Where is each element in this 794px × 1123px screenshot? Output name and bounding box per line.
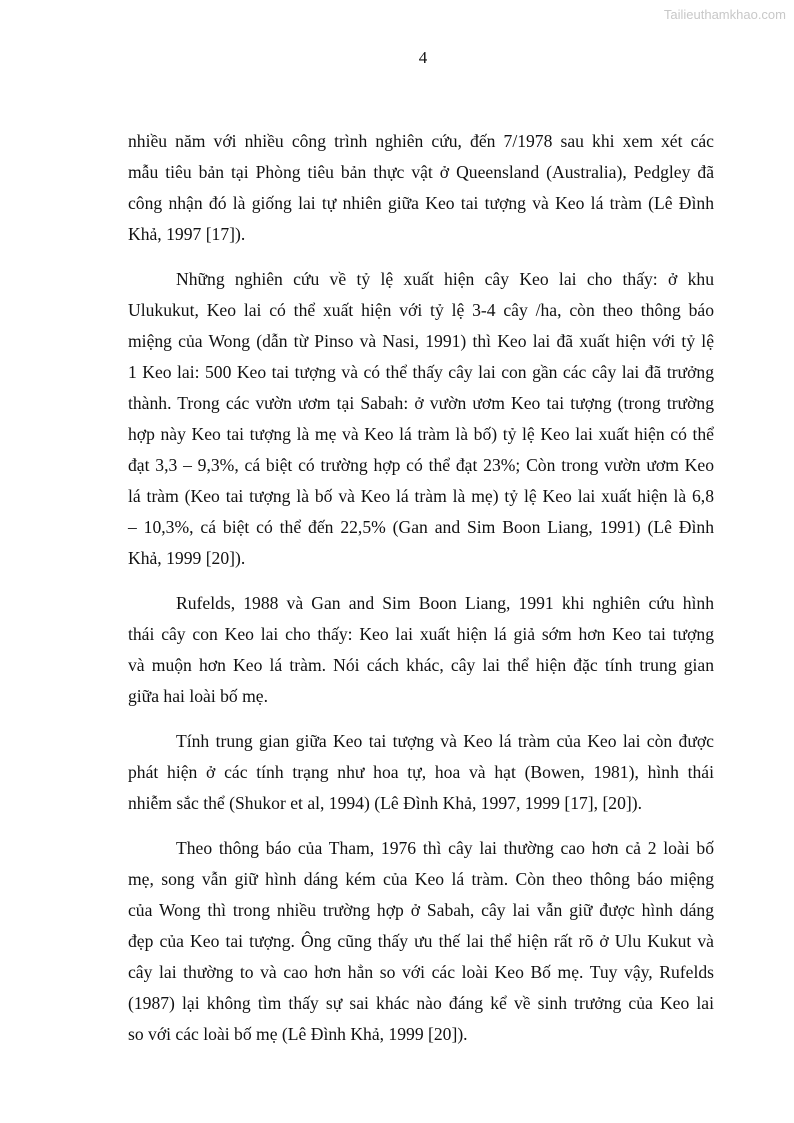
text-line: Theo thông báo của Tham, 1976 thì cây lai thường cao hơn cả 2 loài bố [176, 838, 714, 858]
text-line: miệng của Wong (dẫn từ Pinso và Nasi, 1991) thì Keo lai đã xuất hiện với tỷ lệ [128, 331, 714, 351]
text-line: so với các loài bố mẹ (Lê Đình Khả, 1999 [20]). [128, 1024, 468, 1044]
page-number: 4 [418, 48, 428, 67]
text-line: (1987) lại không tìm thấy sự sai khác nào đáng kể về sinh trưởng của Keo lai [128, 993, 714, 1013]
paragraph [128, 726, 714, 819]
text-line: giữa hai loài bố mẹ. [128, 686, 268, 706]
text-line: mẹ, song vẫn giữ hình dáng kém của Keo lá tràm. Còn theo thông báo miệng [128, 869, 714, 889]
text-line: – 10,3%, cá biệt có thể đến 22,5% (Gan and Sim Boon Liang, 1991) (Lê Đình [128, 517, 714, 537]
text-line: mẫu tiêu bản tại Phòng tiêu bản thực vật ở Queensland (Australia), Pedgley đã [128, 162, 714, 182]
text-line: công nhận đó là giống lai tự nhiên giữa Keo tai tượng và Keo lá tràm (Lê Đình [128, 193, 714, 213]
text-line: lá tràm (Keo tai tượng là bố và Keo lá tràm là mẹ) tỷ lệ Keo lai xuất hiện là 6,8 [128, 486, 714, 506]
text-line: đạt 3,3 – 9,3%, cá biệt có trường hợp có thể đạt 23%; Còn trong vườn ươm Keo [128, 455, 714, 475]
text-line: nhiễm sắc thể (Shukor et al, 1994) (Lê Đình Khả, 1997, 1999 [17], [20]). [128, 793, 643, 813]
text-line: và muộn hơn Keo lá tràm. Nói cách khác, cây lai thể hiện đặc tính trung gian [128, 655, 714, 675]
text-line: Khả, 1997 [17]). [128, 224, 246, 244]
text-line: đẹp của Keo tai tượng. Ông cũng thấy ưu thế lai thể hiện rất rõ ở Ulu Kukut và [128, 931, 714, 951]
text-line: hợp này Keo tai tượng là mẹ và Keo lá tràm là bố) tỷ lệ Keo lai xuất hiện có thể [128, 424, 714, 444]
text-line: Những nghiên cứu về tỷ lệ xuất hiện cây Keo lai cho thấy: ở khu [176, 269, 714, 289]
text-line: thành. Trong các vườn ươm tại Sabah: ở vườn ươm Keo tai tượng (trong trường [128, 393, 714, 413]
text-line: nhiều năm với nhiều công trình nghiên cứu, đến 7/1978 sau khi xem xét các [128, 131, 714, 151]
text-line: Ulukukut, Keo lai có thể xuất hiện với tỷ lệ 3-4 cây /ha, còn theo thông báo [128, 300, 714, 320]
paragraph [128, 264, 714, 574]
text-line: Tính trung gian giữa Keo tai tượng và Keo lá tràm của Keo lai còn được [176, 731, 714, 751]
text-line: Rufelds, 1988 và Gan and Sim Boon Liang, 1991 khi nghiên cứu hình [176, 593, 714, 613]
text-line: phát hiện ở các tính trạng như hoa tự, hoa và hạt (Bowen, 1981), hình thái [128, 762, 714, 782]
document-body [128, 126, 714, 1064]
paragraph [128, 126, 714, 250]
text-line: cây lai thường to và cao hơn hẳn so với các loài Keo Bố mẹ. Tuy vậy, Rufelds [128, 962, 714, 982]
watermark: Tailieuthamkhao.com [663, 7, 786, 22]
paragraph [128, 833, 714, 1050]
paragraph [128, 588, 714, 712]
text-line: 1 Keo lai: 500 Keo tai tượng và có thể thấy cây lai con gần các cây lai đã trưởng [128, 362, 714, 382]
text-line: Khả, 1999 [20]). [128, 548, 246, 568]
text-line: thái cây con Keo lai cho thấy: Keo lai xuất hiện lá giả sớm hơn Keo tai tượng [128, 624, 714, 644]
text-line: của Wong thì trong nhiều trường hợp ở Sabah, cây lai vẫn giữ được hình dáng [128, 900, 714, 920]
